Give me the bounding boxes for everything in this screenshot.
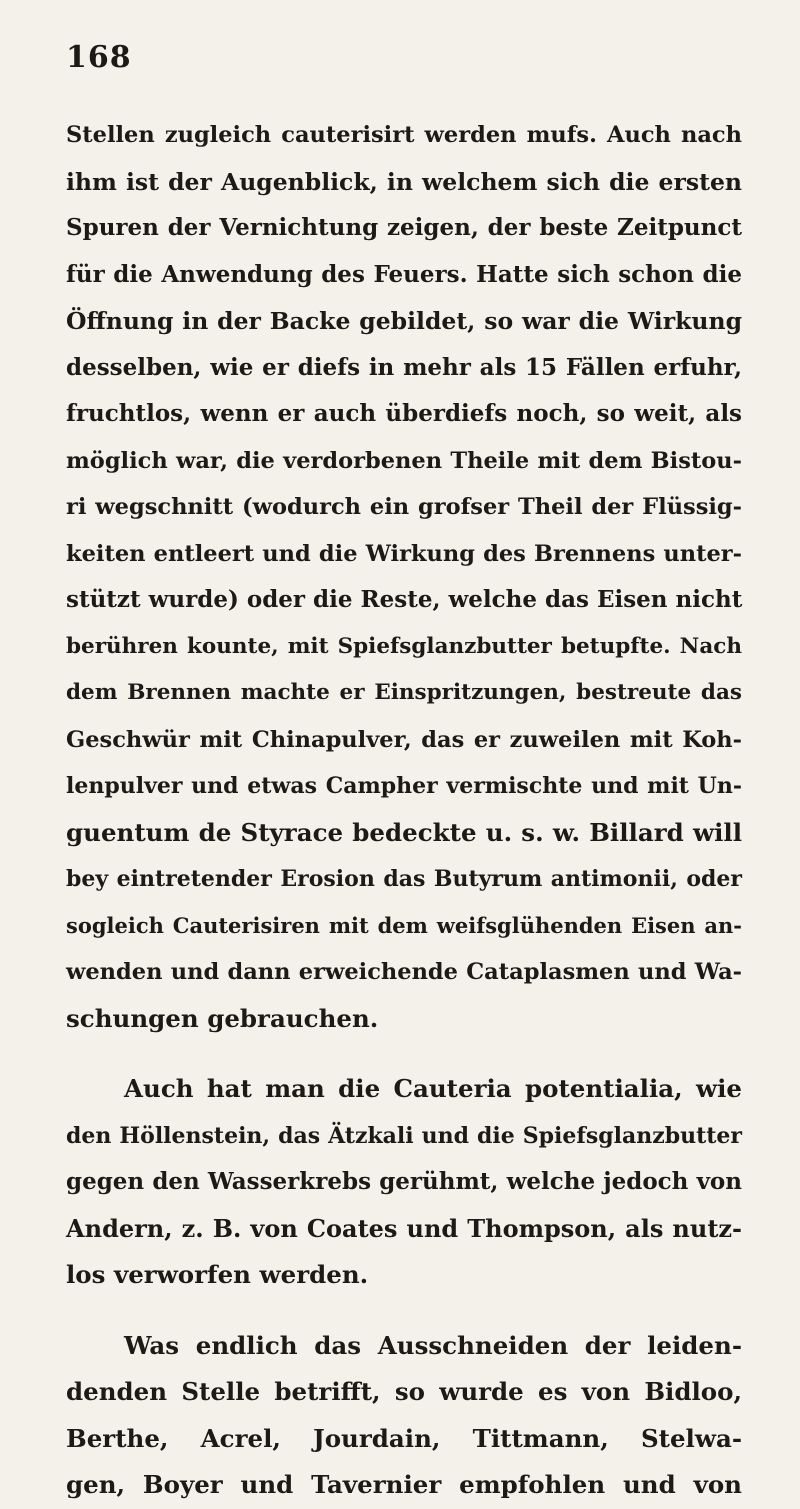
- text-line: denden Stelle betrifft, so wurde es von Bidloo,: [66, 1377, 742, 1406]
- text-line: desselben, wie er diefs in mehr als 15 Fällen erfuhr,: [66, 353, 742, 381]
- text-line: Andern, z. B. von Coates und Thompson, als nutz-: [66, 1213, 742, 1243]
- text-line: berühren kounte, mit Spiefsglanzbutter betupfte. Nach: [66, 633, 742, 659]
- text-line: gegen den Wasserkrebs gerühmt, welche jedoch von: [66, 1168, 742, 1195]
- text-line: sogleich Cauterisiren mit dem weifsglühenden Eisen an-: [66, 912, 742, 938]
- text-line: Spuren der Vernichtung zeigen, der beste Zeitpunct: [66, 214, 742, 241]
- text-line: lenpulver und etwas Campher vermischte und mit Un-: [66, 773, 742, 799]
- paragraph-gap: [66, 1299, 742, 1323]
- text-line: Stellen zugleich cauterisirt werden mufs. Auch nach: [66, 122, 742, 148]
- text-line: ri wegschnitt (wodurch ein grofser Theil der Flüssig-: [66, 494, 742, 520]
- paragraph-3: [66, 1323, 742, 1509]
- text-line: Berthe, Acrel, Jourdain, Tittmann, Stelwa-: [66, 1423, 742, 1453]
- text-line: für die Anwendung des Feuers. Hatte sich schon die: [66, 260, 742, 288]
- text-line: keiten entleert und die Wirkung des Brennens unter-: [66, 540, 742, 567]
- text-line: stützt wurde) oder die Reste, welche das Eisen nicht: [66, 586, 743, 613]
- paragraph-gap: [66, 1042, 742, 1066]
- page-number: 168: [66, 40, 132, 75]
- text-line: möglich war, die verdorbenen Theile mit dem Bistou-: [66, 447, 742, 474]
- text-line: ihm ist der Augenblick, in welchem sich die ersten: [66, 167, 742, 196]
- text-line: Was endlich das Ausschneiden der leiden-: [124, 1330, 742, 1360]
- paragraph-2: [66, 1066, 742, 1299]
- text-line: wenden und dann erweichende Cataplasmen und Wa-: [66, 959, 742, 985]
- text-line: guentum de Styrace bedeckte u. s. w. Billard will: [66, 817, 742, 847]
- text-line: schungen gebrauchen.: [66, 1003, 379, 1033]
- text-line: Auch hat man die Cauteria potentialia, wie: [124, 1074, 742, 1103]
- text-line: fruchtlos, wenn er auch überdiefs noch, so weit, als: [66, 400, 742, 427]
- text-line: dem Brennen machte er Einspritzungen, bestreute das: [66, 680, 742, 705]
- text-line: bey eintretender Erosion das Butyrum antimonii, oder: [66, 866, 742, 892]
- paragraph-1: [66, 112, 742, 1042]
- text-line: los verworfen werden.: [66, 1260, 369, 1289]
- text-line: gen, Boyer und Tavernier empfohlen und von: [66, 1470, 742, 1499]
- text-line: Geschwür mit Chinapulver, das er zuweilen mit Koh-: [66, 726, 742, 753]
- body-text: [66, 112, 742, 1509]
- text-line: den Höllenstein, das Ätzkali und die Spiefsglanzbutter: [66, 1122, 742, 1149]
- text-line: Öffnung in der Backe gebildet, so war die Wirkung: [66, 307, 742, 335]
